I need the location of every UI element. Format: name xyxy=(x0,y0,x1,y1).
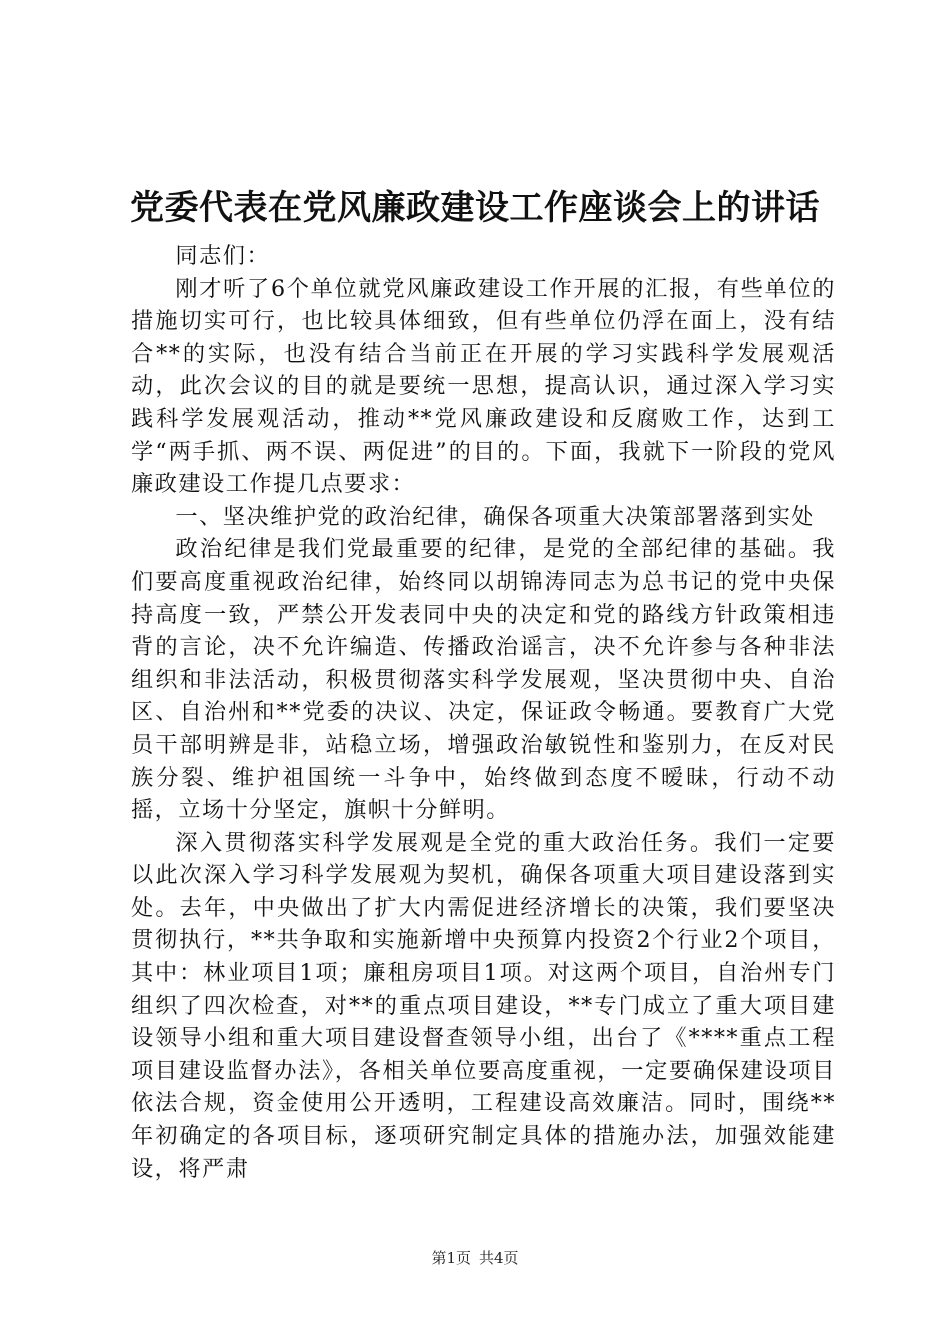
section-heading-1: 一、坚决维护党的政治纪律，确保各项重大决策部署落到实处 xyxy=(175,503,815,530)
document-body xyxy=(131,240,836,1185)
page-total: 共4页 xyxy=(479,1249,519,1267)
page-footer xyxy=(0,1248,950,1268)
document-title: 党委代表在党风廉政建设工作座谈会上的讲话 xyxy=(130,188,820,228)
salutation-paragraph: 同志们： xyxy=(175,243,271,269)
intro-paragraph: 刚才听了6个单位就党风廉政建设工作开展的汇报，有些单位的措施切实可行，也比较具体细致，但有些单位仍浮在面上，没有结合**的实际，也没有结合当前正在开展的学习实践科学发展观活动，此次会议的目的就是要统一思想，提高认识，通过深入学习实践科学发展观活动，推动**党风廉政建设和反腐败工作，达到工学“两手抓、两不误、两促进”的目的。下面，我就下一阶段的党风廉政建设工作提几点要求： xyxy=(131,275,836,498)
body-paragraph: 政治纪律是我们党最重要的纪律，是党的全部纪律的基础。我们要高度重视政治纪律，始终同以胡锦涛同志为总书记的党中央保持高度一致，严禁公开发表同中央的决定和党的路线方针政策相违背的言论，决不允许编造、传播政治谣言，决不允许参与各种非法组织和非法活动，积极贯彻落实科学发展观，坚决贯彻中央、自治区、自治州和**党委的决议、决定，保证政令畅通。要教育广大党员干部明辨是非，站稳立场，增强政治敏锐性和鉴别力，在反对民族分裂、维护祖国统一斗争中，始终做到态度不暧昧，行动不动摇，立场十分坚定，旗帜十分鲜明。 xyxy=(131,536,836,824)
page-number: 第1页 xyxy=(431,1249,471,1267)
body-paragraph: 深入贯彻落实科学发展观是全党的重大政治任务。我们一定要以此次深入学习科学发展观为契机，确保各项重大项目建设落到实处。去年，中央做出了扩大内需促进经济增长的决策，我们要坚决贯彻执行，**共争取和实施新增中央预算内投资2个行业2个项目，其中：林业项目1项；廉租房项目1项。对这两个项目，自治州专门组织了四次检查，对**的重点项目建设，**专门成立了重大项目建设领导小组和重大项目建设督查领导小组，出台了《****重点工程项目建设监督办法》，各相关单位要高度重视，一定要确保建设项目依法合规，资金使用公开透明，工程建设高效廉洁。同时，围绕**年初确定的各项目标，逐项研究制定具体的措施办法，加强效能建设，将严肃 xyxy=(131,829,836,1182)
